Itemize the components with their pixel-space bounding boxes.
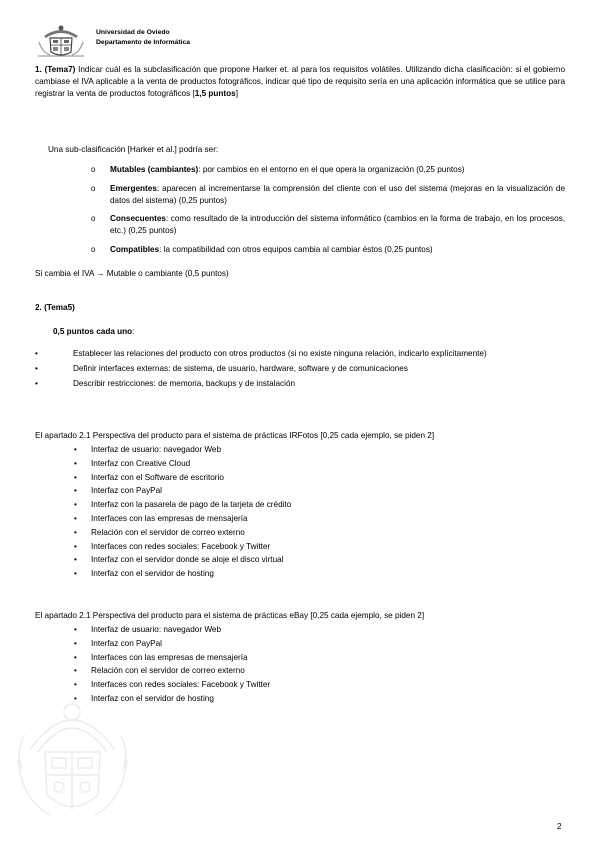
circle-bullet: o [91,183,96,193]
list-item [35,443,565,457]
list-item [35,526,565,540]
bullet: • [74,445,77,454]
item-term: Mutables (cambiantes) [110,165,199,174]
item-text: Interfaces con redes sociales: Facebook y Twitter [91,680,271,690]
list-item [35,498,565,512]
question-1-intro: Una sub-clasificación [Harker et al.] podría ser: [48,145,219,154]
item-text: Interfaz con el servidor de hosting [91,569,214,579]
circle-bullet: o [91,214,96,224]
item-text: Interfaz de usuario: navegador Web [91,445,222,454]
bullet: • [35,363,38,373]
list-item [35,244,565,256]
bullet: • [74,500,77,510]
list-item [35,540,565,554]
item-text: Interfaz con el servidor de hosting [91,693,214,703]
question-2-points-note [53,326,583,338]
item-description: : la compatibilidad con otros equipos cambia al cambiar éstos (0,25 puntos) [159,244,433,254]
question-1-statement [35,64,565,99]
question-1-close: ] [235,88,238,98]
list-item [35,213,565,237]
bullet: • [74,555,77,565]
bullet: • [74,541,77,551]
question-1-number: 1. [35,65,42,74]
bullet: • [74,458,77,468]
bullet: • [74,486,77,496]
list-item [35,348,565,360]
bullet: • [74,513,77,523]
list-item [35,183,565,207]
institution-block [96,28,190,48]
list-item [35,553,565,567]
question-1-text: Indicar cuál es la subclasificación que propone Harker et. al para los requisitos volátiles. Utilizando dicha clasificación: si el gobierno cambiase el IVA aplicable a la venta de productos fotográficos, indicar qué tipo de requisito sería en una aplicación informática que se utilice para registrar la venta de productos fotográficos [ [35,65,566,98]
item-text: Interfaz con PayPal [91,638,162,648]
crest-watermark-image [10,690,135,825]
item-term: Compatibles [110,244,160,254]
points-label: 0,5 puntos cada uno [53,327,133,336]
bullet: • [74,638,77,648]
item-description: : aparecen al incrementarse la comprensión del cliente con el uso del sistema (mejoras en la visualización de datos del sistema) (0,25 puntos) [110,183,565,205]
points-colon: : [132,327,135,336]
list-item [35,484,565,498]
item-text: Interfaces con redes sociales: Facebook y Twitter [91,541,271,551]
item-text: Relación con el servidor de correo externo [91,527,245,537]
item-text: Definir interfaces externas: de sistema, de usuario, hardware, software y de comunicaciones [73,363,408,373]
ebay-intro: El apartado 2.1 Perspectiva del producto para el sistema de prácticas eBay [0,25 cada ejemplo, se piden 2] [35,611,425,620]
list-item [35,363,565,375]
question-2-heading: 2. (Tema5) [35,303,75,312]
item-term: Emergentes [110,183,157,193]
bullet: • [35,378,38,388]
list-item [35,567,565,581]
item-text: Interfaz con Creative Cloud [91,458,191,468]
page-number: 2 [557,822,562,831]
item-text: Relación con el servidor de correo externo [91,666,245,676]
question-1-answer: Si cambia el IVA → Mutable o cambiante (0,5 puntos) [35,269,229,278]
item-description: : por cambios en el entorno en el que opera la organización (0,25 puntos) [198,165,465,174]
item-text: Interfaz con la pasarela de pago de la tarjeta de crédito [91,500,292,510]
item-text: Interfaz con el servidor donde se aloje el disco virtual [91,555,284,565]
bullet: • [74,527,77,537]
item-text: Establecer las relaciones del producto con otros productos (si no existe ninguna relación, indicarlo explícitamente) [73,349,487,358]
list-item [35,512,565,526]
list-item [35,651,565,665]
department-name: Departamento de Informática [96,39,191,46]
bullet: • [74,625,77,634]
circle-bullet: o [91,165,96,174]
list-item [35,637,565,651]
item-description: : como resultado de la introducción del sistema informático (cambios en la forma de trabajo, en los procesos, etc.) (0,25 puntos) [110,214,565,236]
list-item [35,623,565,637]
irfotos-intro: El apartado 2.1 Perspectiva del producto para el sistema de prácticas IRFotos [0,25 cada ejemplo, se piden 2] [35,431,435,440]
item-term: Consecuentes [110,214,166,224]
question-1-points: 1,5 puntos [194,88,236,98]
item-text: Describir restricciones: de memoria, backups y de instalación [73,378,296,388]
list-item [35,471,565,485]
question-1-tag: (Tema7) [44,65,76,74]
bullet: • [74,652,77,662]
bullet: • [74,693,77,703]
page-header [36,22,596,58]
bullet: • [74,666,77,676]
item-text: Interfaces con las empresas de mensajería [91,513,248,523]
list-item [35,664,565,678]
bullet: • [74,569,77,579]
item-text: Interfaces con las empresas de mensajería [91,652,248,662]
bullet: • [74,680,77,690]
list-item [35,164,565,176]
university-name: Universidad de Oviedo [96,29,170,36]
item-text: Interfaz con PayPal [91,486,162,496]
section-2-bullet-list [35,348,565,389]
list-item [35,457,565,471]
university-crest-logo [36,22,86,58]
list-item [35,378,565,390]
bullet: • [35,349,38,358]
circle-bullet: o [91,244,96,254]
bullet: • [74,472,77,482]
volatility-subclass-list [35,164,565,256]
item-text: Interfaz con el Software de escritorio [91,472,224,482]
irfotos-interfaces-list [35,443,565,581]
item-text: Interfaz de usuario: navegador Web [91,625,222,634]
